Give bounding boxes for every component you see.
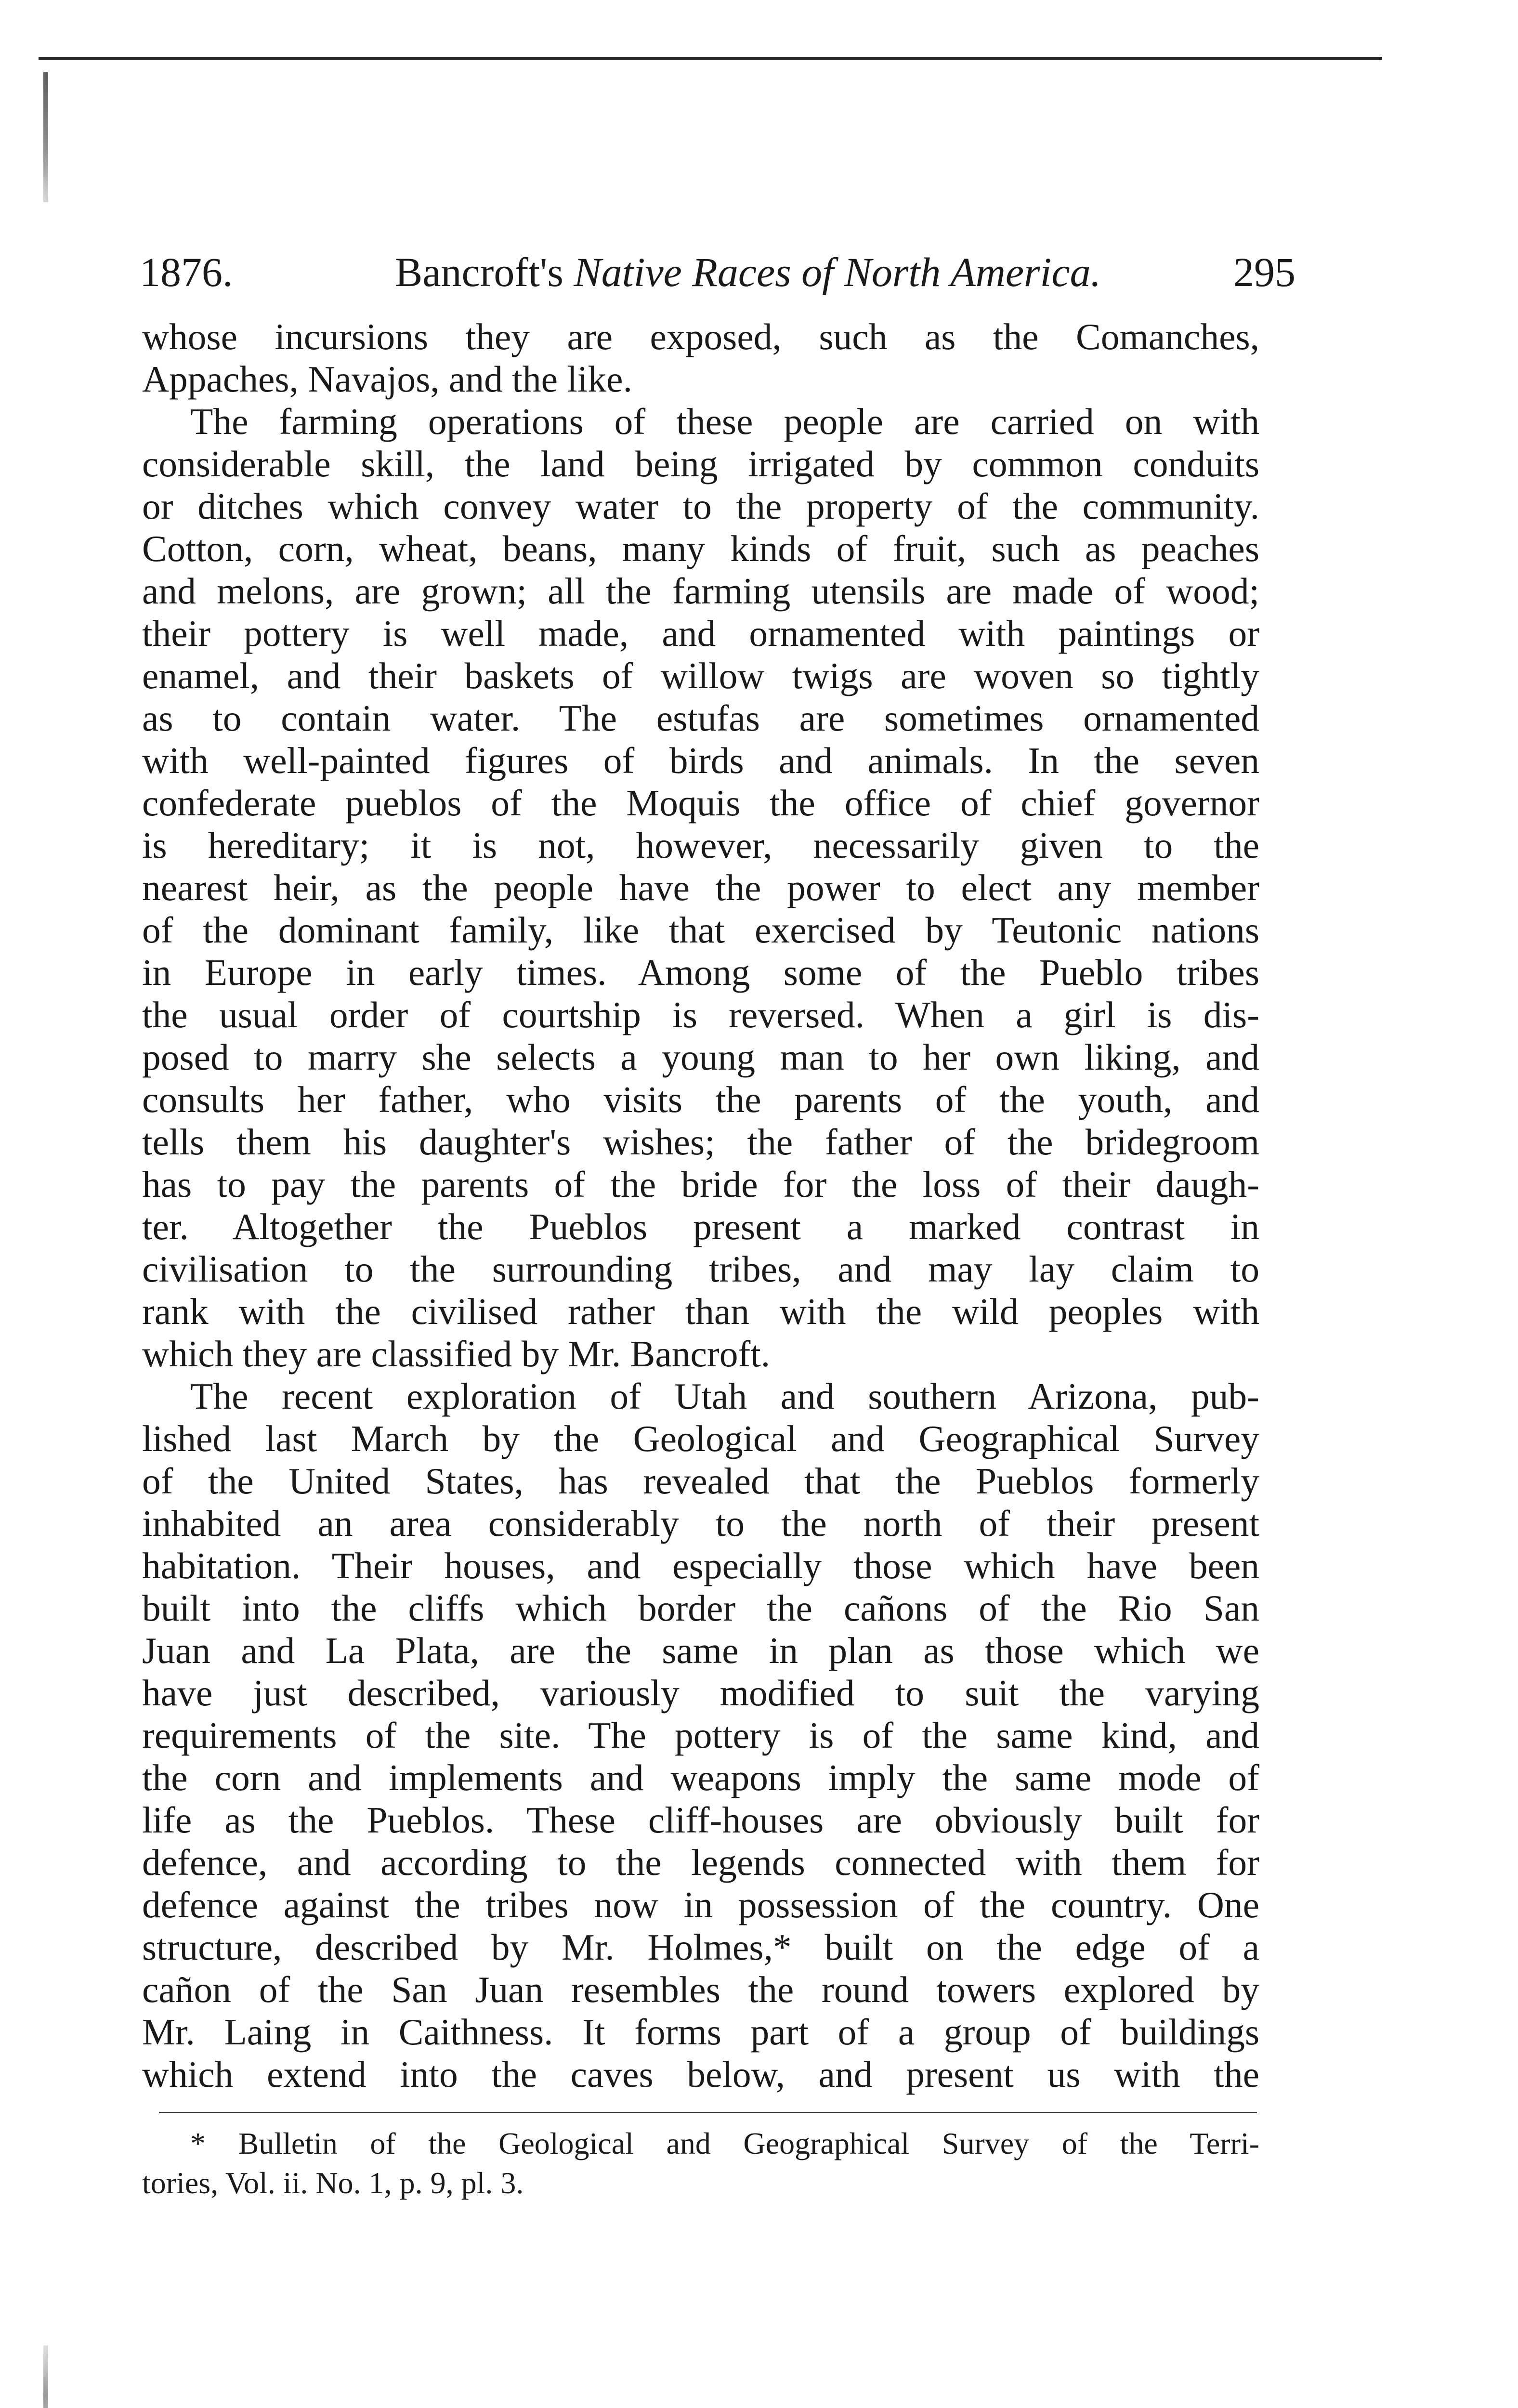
- header-title-plain: Bancroft's: [395, 249, 574, 295]
- text-line: enamel, and their baskets of willow twigs are woven so tightly: [142, 655, 1259, 696]
- text-line: The recent exploration of Utah and southern Arizona, pub-: [190, 1375, 1259, 1417]
- text-line: considerable skill, the land being irrigated by common conduits: [142, 443, 1259, 484]
- text-line: requirements of the site. The pottery is of the same kind, and: [142, 1714, 1259, 1756]
- footnote: [142, 2124, 1259, 2203]
- text-line: posed to marry she selects a young man to her own liking, and: [142, 1036, 1259, 1078]
- binding-mark-top: [43, 72, 48, 202]
- text-line: the corn and implements and weapons imply the same mode of: [142, 1757, 1259, 1798]
- text-line: have just described, variously modified to suit the varying: [142, 1672, 1259, 1714]
- text-line: Mr. Laing in Caithness. It forms part of a group of buildings: [142, 2011, 1259, 2053]
- text-line: tells them his daughter's wishes; the father of the bridegroom: [142, 1121, 1259, 1163]
- text-line: rank with the civilised rather than with the wild peoples with: [142, 1291, 1259, 1332]
- text-line: nearest heir, as the people have the power to elect any member: [142, 867, 1259, 908]
- text-line: Juan and La Plata, are the same in plan as those which we: [142, 1630, 1259, 1671]
- text-line: is hereditary; it is not, however, necessarily given to the: [142, 824, 1259, 866]
- text-line: or ditches which convey water to the property of the community.: [142, 485, 1259, 527]
- footnote-line: tories, Vol. ii. No. 1, p. 9, pl. 3.: [142, 2166, 524, 2200]
- text-line: habitation. Their houses, and especially those which have been: [142, 1545, 1259, 1586]
- text-line: confederate pueblos of the Moquis the office of chief governor: [142, 782, 1259, 824]
- text-line: whose incursions they are exposed, such as the Comanches,: [142, 316, 1259, 357]
- header-title-italic: Native Races of North America.: [574, 249, 1101, 295]
- text-line: lished last March by the Geological and Geographical Survey: [142, 1418, 1259, 1459]
- text-line: built into the cliffs which border the cañons of the Rio San: [142, 1587, 1259, 1629]
- page-number: 295: [1233, 249, 1296, 295]
- header-title: [395, 241, 1101, 303]
- header-year: 1876.: [140, 249, 233, 295]
- text-line: has to pay the parents of the bride for the loss of their daugh-: [142, 1164, 1259, 1205]
- text-line: their pottery is well made, and ornamented with paintings or: [142, 613, 1259, 654]
- running-header: [140, 241, 1296, 303]
- text-line: of the United States, has revealed that the Pueblos formerly: [142, 1460, 1259, 1502]
- text-line: consults her father, who visits the parents of the youth, and: [142, 1079, 1259, 1120]
- text-line: cañon of the San Juan resembles the round towers explored by: [142, 1969, 1259, 2010]
- text-line: Appaches, Navajos, and the like.: [142, 358, 632, 400]
- text-line: which extend into the caves below, and present us with the: [142, 2054, 1259, 2095]
- text-line: which they are classified by Mr. Bancroft.: [142, 1333, 771, 1374]
- text-line: defence against the tribes now in possession of the country. One: [142, 1884, 1259, 1925]
- text-line: Cotton, corn, wheat, beans, many kinds of fruit, such as peaches: [142, 528, 1259, 569]
- body-text: [142, 315, 1259, 2095]
- text-line: The farming operations of these people are carried on with: [190, 401, 1259, 442]
- binding-mark-bottom: [43, 2345, 48, 2408]
- text-line: in Europe in early times. Among some of the Pueblo tribes: [142, 952, 1259, 993]
- text-line: inhabited an area considerably to the north of their present: [142, 1503, 1259, 1544]
- text-line: civilisation to the surrounding tribes, and may lay claim to: [142, 1248, 1259, 1290]
- footnote-rule: [159, 2112, 1257, 2113]
- text-line: ter. Altogether the Pueblos present a marked contrast in: [142, 1206, 1259, 1247]
- text-line: structure, described by Mr. Holmes,* built on the edge of a: [142, 1926, 1259, 1968]
- text-line: defence, and according to the legends connected with them for: [142, 1842, 1259, 1883]
- text-line: and melons, are grown; all the farming utensils are made of wood;: [142, 570, 1259, 612]
- text-line: as to contain water. The estufas are sometimes ornamented: [142, 697, 1259, 739]
- text-line: of the dominant family, like that exercised by Teutonic nations: [142, 909, 1259, 951]
- footnote-line: * Bulletin of the Geological and Geographical Survey of the Terri-: [190, 2126, 1259, 2160]
- top-rule: [39, 57, 1382, 60]
- text-line: life as the Pueblos. These cliff-houses are obviously built for: [142, 1799, 1259, 1841]
- text-line: with well-painted figures of birds and animals. In the seven: [142, 740, 1259, 781]
- text-line: the usual order of courtship is reversed. When a girl is dis-: [142, 994, 1259, 1035]
